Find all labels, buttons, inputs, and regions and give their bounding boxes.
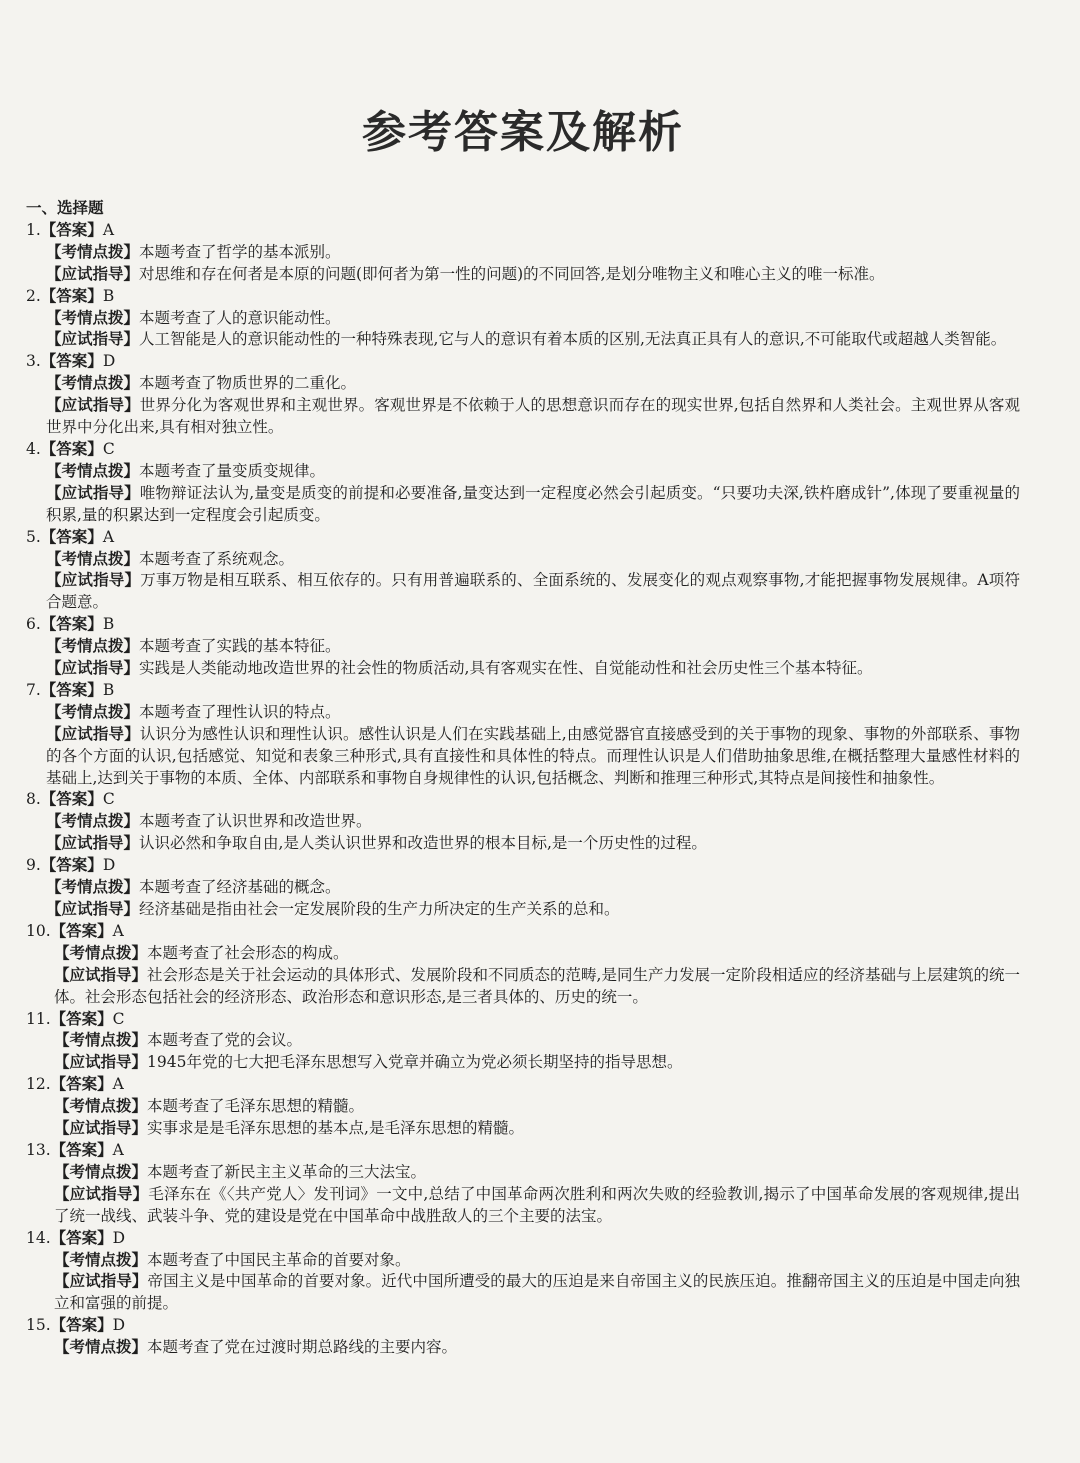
answer-line <box>26 439 1020 461</box>
question-item <box>26 680 1020 790</box>
point-line <box>26 308 1020 330</box>
guide-label: 【应试指导】 <box>46 571 141 590</box>
answer-value: A <box>112 921 124 940</box>
question-item <box>26 614 1020 680</box>
guide-text: 认识必然和争取自由,是人类认识世界和改造世界的根本目标,是一个历史性的过程。 <box>139 834 707 853</box>
guide-text: 唯物辩证法认为,量变是质变的前提和必要准备,量变达到一定程度必然会引起质变。“只要功夫深,铁杵磨成针”,体现了要重视量的积累,量的积累达到一定程度会引起质变。 <box>46 483 1020 524</box>
question-number: 12. <box>26 1075 51 1094</box>
guide-text: 毛泽东在《〈共产党人〉发刊词》一文中,总结了中国革命两次胜利和两次失败的经验教训,揭示了中国革命发展的客观规律,提出了统一战线、武装斗争、党的建设是党在中国革命中战胜敌人的三个主要的法宝。 <box>54 1184 1020 1225</box>
answer-value: A <box>102 220 115 239</box>
answer-line <box>26 1228 1020 1250</box>
answer-label: 【答案】 <box>40 286 103 305</box>
point-label: 【考情点拨】 <box>54 1031 148 1050</box>
point-line <box>26 1162 1020 1184</box>
point-text: 本题考查了认识世界和改造世界。 <box>139 812 372 831</box>
guide-label: 【应试指导】 <box>46 396 140 415</box>
answer-line <box>26 614 1020 636</box>
answer-line <box>26 220 1020 242</box>
answer-label: 【答案】 <box>40 790 103 809</box>
point-line <box>26 811 1020 833</box>
question-number: 7. <box>26 680 41 699</box>
question-number: 14. <box>26 1228 51 1247</box>
point-label: 【考情点拨】 <box>54 1162 148 1181</box>
guide-line <box>26 329 1020 351</box>
point-label: 【考情点拨】 <box>54 1250 148 1269</box>
answer-label: 【答案】 <box>40 680 103 699</box>
question-number: 8. <box>26 790 41 809</box>
question-item <box>26 789 1020 855</box>
question-item <box>26 220 1020 286</box>
answer-line <box>26 527 1020 549</box>
point-label: 【考情点拨】 <box>46 242 140 261</box>
guide-line <box>26 264 1020 286</box>
guide-label: 【应试指导】 <box>46 264 140 283</box>
question-item <box>26 439 1020 527</box>
answer-value: C <box>112 1009 125 1028</box>
choice-section <box>26 198 1020 1359</box>
question-number: 9. <box>26 856 41 875</box>
question-number: 15. <box>26 1316 51 1335</box>
guide-text: 世界分化为客观世界和主观世界。客观世界是不依赖于人的思想意识而存在的现实世界,包括自然界和人类社会。主观世界从客观世界中分化出来,具有相对独立性。 <box>46 396 1020 437</box>
answer-label: 【答案】 <box>50 921 113 940</box>
answer-label: 【答案】 <box>40 439 103 458</box>
question-item <box>26 351 1020 439</box>
point-line <box>26 1096 1020 1118</box>
guide-text: 实践是人类能动地改造世界的社会性的物质活动,具有客观实在性、自觉能动性和社会历史性三个基本特征。 <box>139 659 873 678</box>
point-label: 【考情点拨】 <box>54 1097 148 1116</box>
guide-line <box>26 1052 1020 1074</box>
point-label: 【考情点拨】 <box>46 637 140 656</box>
answer-label: 【答案】 <box>40 352 103 371</box>
point-line <box>26 1337 1020 1359</box>
point-text: 本题考查了系统观念。 <box>139 549 295 568</box>
question-item <box>26 1228 1020 1316</box>
answer-value: D <box>102 856 116 875</box>
guide-line <box>26 395 1020 439</box>
point-label: 【考情点拨】 <box>54 943 148 962</box>
point-text: 本题考查了党在过渡时期总路线的主要内容。 <box>147 1338 458 1357</box>
guide-line <box>26 570 1020 614</box>
guide-line <box>26 1271 1020 1315</box>
question-number: 3. <box>26 352 41 371</box>
guide-label: 【应试指导】 <box>54 1272 148 1291</box>
answer-value: B <box>102 680 115 699</box>
answer-label: 【答案】 <box>40 856 103 875</box>
answer-value: A <box>102 527 115 546</box>
guide-line <box>26 658 1020 680</box>
answer-value: D <box>102 352 116 371</box>
point-line <box>26 1030 1020 1052</box>
answer-line <box>26 789 1020 811</box>
question-number: 5. <box>26 527 41 546</box>
guide-line <box>26 1184 1020 1228</box>
question-item <box>26 1140 1020 1228</box>
guide-line <box>26 483 1020 527</box>
point-label: 【考情点拨】 <box>46 308 140 327</box>
point-label: 【考情点拨】 <box>46 374 140 393</box>
guide-line <box>26 1118 1020 1140</box>
point-line <box>26 636 1020 658</box>
guide-label: 【应试指导】 <box>54 1119 148 1138</box>
answer-line <box>26 680 1020 702</box>
point-text: 本题考查了物质世界的二重化。 <box>139 374 357 393</box>
point-line <box>26 549 1020 571</box>
guide-text: 帝国主义是中国革命的首要对象。近代中国所遭受的最大的压迫是来自帝国主义的民族压迫。推翻帝国主义的压迫是中国走向独立和富强的前提。 <box>54 1272 1020 1313</box>
question-number: 1. <box>26 220 41 239</box>
guide-line <box>26 965 1020 1009</box>
answer-label: 【答案】 <box>50 1075 113 1094</box>
guide-text: 经济基础是指由社会一定发展阶段的生产力所决定的生产关系的总和。 <box>139 900 620 918</box>
guide-text: 认识分为感性认识和理性认识。感性认识是人们在实践基础上,由感觉器官直接感受到的关于事物的现象、事物的外部联系、事物的各个方面的认识,包括感觉、知觉和表象三种形式,具有直接性和具体性的特点。而理性认识是人们借助抽象思维,在概括整理大量感性材料的基础上,达到关于事物的本质、全体、内部联系和事物自身规律性的认识,包括概念、判断和推理三种形式,其特点是间接性和抽象性。 <box>46 724 1020 787</box>
answer-value: B <box>102 286 115 305</box>
question-item <box>26 921 1020 1009</box>
answer-line <box>26 1140 1020 1162</box>
point-line <box>26 461 1020 483</box>
point-text: 本题考查了量变质变规律。 <box>139 461 326 480</box>
answer-line <box>26 1315 1020 1337</box>
guide-text: 社会形态是关于社会运动的具体形式、发展阶段和不同质态的范畴,是同生产力发展一定阶段相适应的经济基础与上层建筑的统一体。社会形态包括社会的经济形态、政治形态和意识形态,是三者具体的、历史的统一。 <box>54 965 1020 1006</box>
point-line <box>26 877 1020 899</box>
question-number: 2. <box>26 286 41 305</box>
answer-line <box>26 351 1020 373</box>
question-number: 11. <box>26 1009 51 1028</box>
point-line <box>26 242 1020 264</box>
guide-text: 1945年党的七大把毛泽东思想写入党章并确立为党必须长期坚持的指导思想。 <box>147 1053 683 1072</box>
section-title: 一、选择题 <box>26 199 104 217</box>
guide-text: 实事求是是毛泽东思想的基本点,是毛泽东思想的精髓。 <box>147 1119 524 1138</box>
answer-label: 【答案】 <box>50 1009 113 1028</box>
point-label: 【考情点拨】 <box>46 702 140 721</box>
question-item <box>26 1074 1020 1140</box>
point-label: 【考情点拨】 <box>46 549 140 568</box>
guide-label: 【应试指导】 <box>46 834 140 853</box>
point-line <box>26 943 1020 965</box>
point-text: 本题考查了毛泽东思想的精髓。 <box>147 1097 365 1116</box>
question-item <box>26 527 1020 615</box>
answer-value: C <box>102 439 115 458</box>
answer-value: A <box>112 1140 124 1159</box>
guide-line <box>26 833 1020 855</box>
question-item <box>26 286 1020 352</box>
answer-line <box>26 1009 1020 1031</box>
point-line <box>26 702 1020 724</box>
point-text: 本题考查了人的意识能动性。 <box>139 308 341 327</box>
guide-label: 【应试指导】 <box>46 483 140 502</box>
guide-text: 万事万物是相互联系、相互依存的。只有用普遍联系的、全面系统的、发展变化的观点观察事物,才能把握事物发展规律。A项符合题意。 <box>46 571 1020 612</box>
guide-label: 【应试指导】 <box>46 659 140 678</box>
answer-value: B <box>102 615 115 634</box>
point-line <box>26 373 1020 395</box>
point-line <box>26 1250 1020 1272</box>
question-number: 4. <box>26 439 41 458</box>
question-number: 10. <box>26 921 51 940</box>
guide-text: 人工智能是人的意识能动性的一种特殊表现,它与人的意识有着本质的区别,无法真正具有人的意识,不可能取代或超越人类智能。 <box>139 330 1007 349</box>
point-text: 本题考查了理性认识的特点。 <box>139 702 341 721</box>
point-label: 【考情点拨】 <box>46 812 140 831</box>
point-text: 本题考查了哲学的基本派别。 <box>139 242 341 261</box>
guide-label: 【应试指导】 <box>46 900 140 918</box>
answer-label: 【答案】 <box>40 615 103 634</box>
guide-label: 【应试指导】 <box>54 1184 149 1203</box>
guide-line <box>26 724 1020 790</box>
point-text: 本题考查了社会形态的构成。 <box>147 943 349 962</box>
page-title: 参考答案及解析 <box>362 107 684 158</box>
answer-value: C <box>102 790 115 809</box>
point-label: 【考情点拨】 <box>46 878 140 897</box>
guide-text: 对思维和存在何者是本原的问题(即何者为第一性的问题)的不同回答,是划分唯物主义和唯心主义的唯一标准。 <box>139 264 885 283</box>
answer-value: D <box>112 1228 126 1247</box>
question-number: 13. <box>26 1140 51 1159</box>
answer-label: 【答案】 <box>50 1228 113 1247</box>
answer-line <box>26 855 1020 877</box>
point-text: 本题考查了中国民主革命的首要对象。 <box>147 1250 411 1269</box>
answer-line <box>26 921 1020 943</box>
point-label: 【考情点拨】 <box>54 1338 148 1357</box>
point-text: 本题考查了新民主主义革命的三大法宝。 <box>147 1162 427 1181</box>
answer-label: 【答案】 <box>50 1140 113 1159</box>
guide-label: 【应试指导】 <box>54 1053 148 1072</box>
question-number: 6. <box>26 615 41 634</box>
point-text: 本题考查了经济基础的概念。 <box>139 878 341 897</box>
answer-line <box>26 1074 1020 1096</box>
point-text: 本题考查了实践的基本特征。 <box>139 637 341 656</box>
guide-line <box>26 899 1020 921</box>
guide-label: 【应试指导】 <box>46 330 140 349</box>
guide-label: 【应试指导】 <box>54 965 148 984</box>
answer-label: 【答案】 <box>40 220 103 239</box>
answer-line <box>26 286 1020 308</box>
question-item <box>26 855 1020 921</box>
question-item <box>26 1009 1020 1075</box>
answer-value: A <box>112 1075 124 1094</box>
answer-value: D <box>112 1316 126 1335</box>
point-text: 本题考查了党的会议。 <box>147 1031 303 1050</box>
answer-label: 【答案】 <box>40 527 103 546</box>
guide-label: 【应试指导】 <box>46 724 140 743</box>
answer-label: 【答案】 <box>50 1316 113 1335</box>
point-label: 【考情点拨】 <box>46 461 140 480</box>
question-list <box>26 220 1020 1359</box>
question-item <box>26 1315 1020 1359</box>
